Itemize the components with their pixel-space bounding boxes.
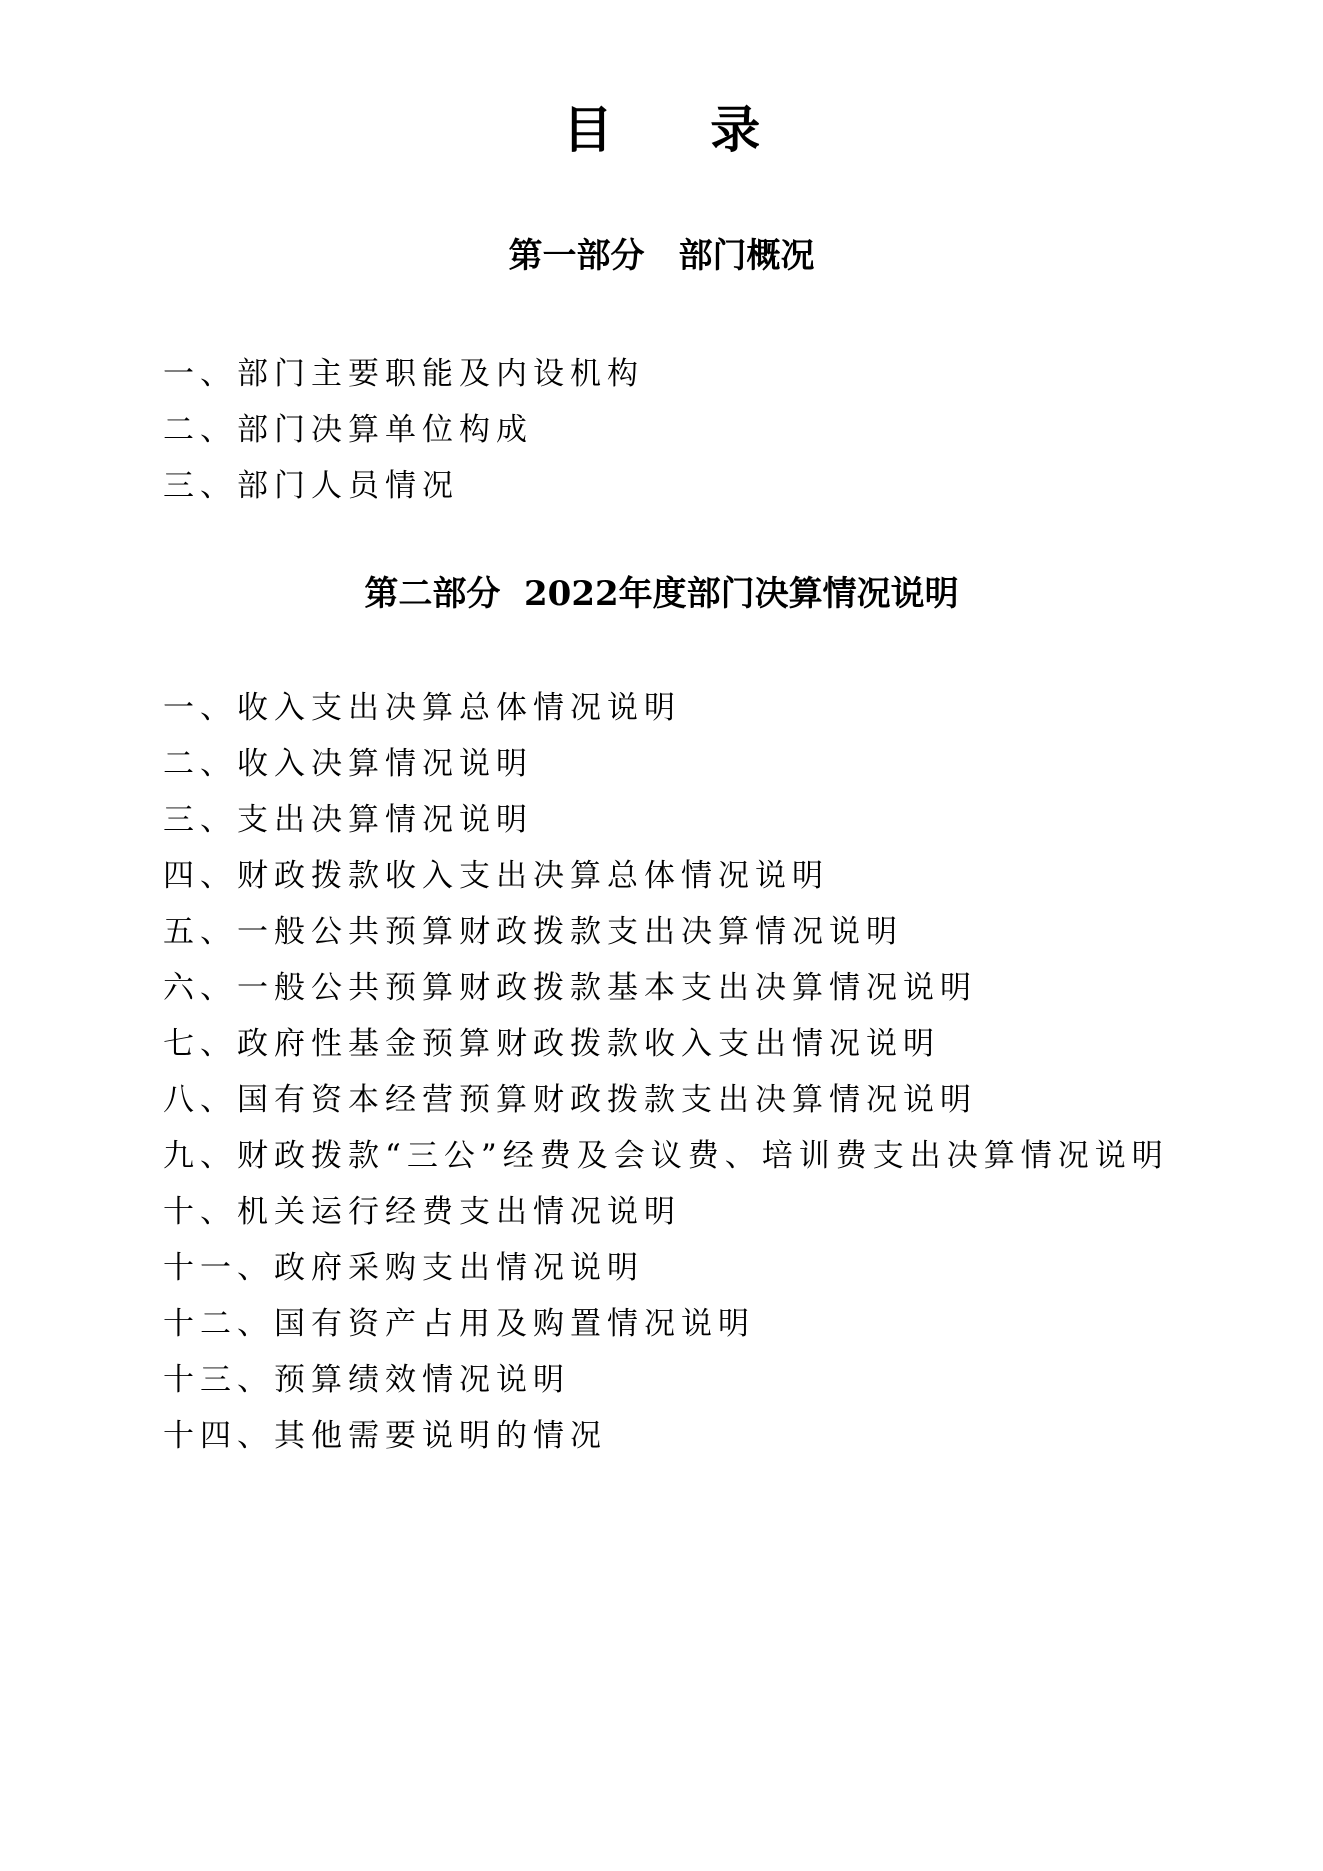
toc-item[interactable]: 五、一般公共预算财政拨款支出决算情况说明 xyxy=(163,914,903,950)
toc-item[interactable]: 十四、其他需要说明的情况 xyxy=(163,1418,607,1454)
toc-item[interactable]: 一、收入支出决算总体情况说明 xyxy=(163,690,681,726)
toc-item[interactable]: 十三、预算绩效情况说明 xyxy=(163,1362,570,1398)
toc-item[interactable]: 三、支出决算情况说明 xyxy=(163,802,533,838)
page-title: 目 录 xyxy=(562,100,801,159)
toc-item[interactable]: 三、部门人员情况 xyxy=(163,468,459,504)
part2-toc-list xyxy=(163,680,1169,1464)
toc-item[interactable]: 四、财政拨款收入支出决算总体情况说明 xyxy=(163,858,829,894)
toc-item[interactable]: 一、部门主要职能及内设机构 xyxy=(163,356,644,392)
toc-item[interactable]: 十一、政府采购支出情况说明 xyxy=(163,1250,644,1286)
part2-heading: 第二部分 2022年度部门决算情况说明 xyxy=(364,574,959,614)
toc-item[interactable]: 二、部门决算单位构成 xyxy=(163,412,533,448)
toc-item[interactable]: 十、机关运行经费支出情况说明 xyxy=(163,1194,681,1230)
part1-toc-list xyxy=(163,346,644,514)
toc-item[interactable]: 八、国有资本经营预算财政拨款支出决算情况说明 xyxy=(163,1082,977,1118)
part1-heading: 第一部分 部门概况 xyxy=(508,236,815,276)
toc-item[interactable]: 六、一般公共预算财政拨款基本支出决算情况说明 xyxy=(163,970,977,1006)
toc-item[interactable]: 七、政府性基金预算财政拨款收入支出情况说明 xyxy=(163,1026,940,1062)
toc-item[interactable]: 二、收入决算情况说明 xyxy=(163,746,533,782)
toc-item[interactable]: 九、财政拨款“三公”经费及会议费、培训费支出决算情况说明 xyxy=(163,1138,1169,1174)
toc-item[interactable]: 十二、国有资产占用及购置情况说明 xyxy=(163,1306,755,1342)
